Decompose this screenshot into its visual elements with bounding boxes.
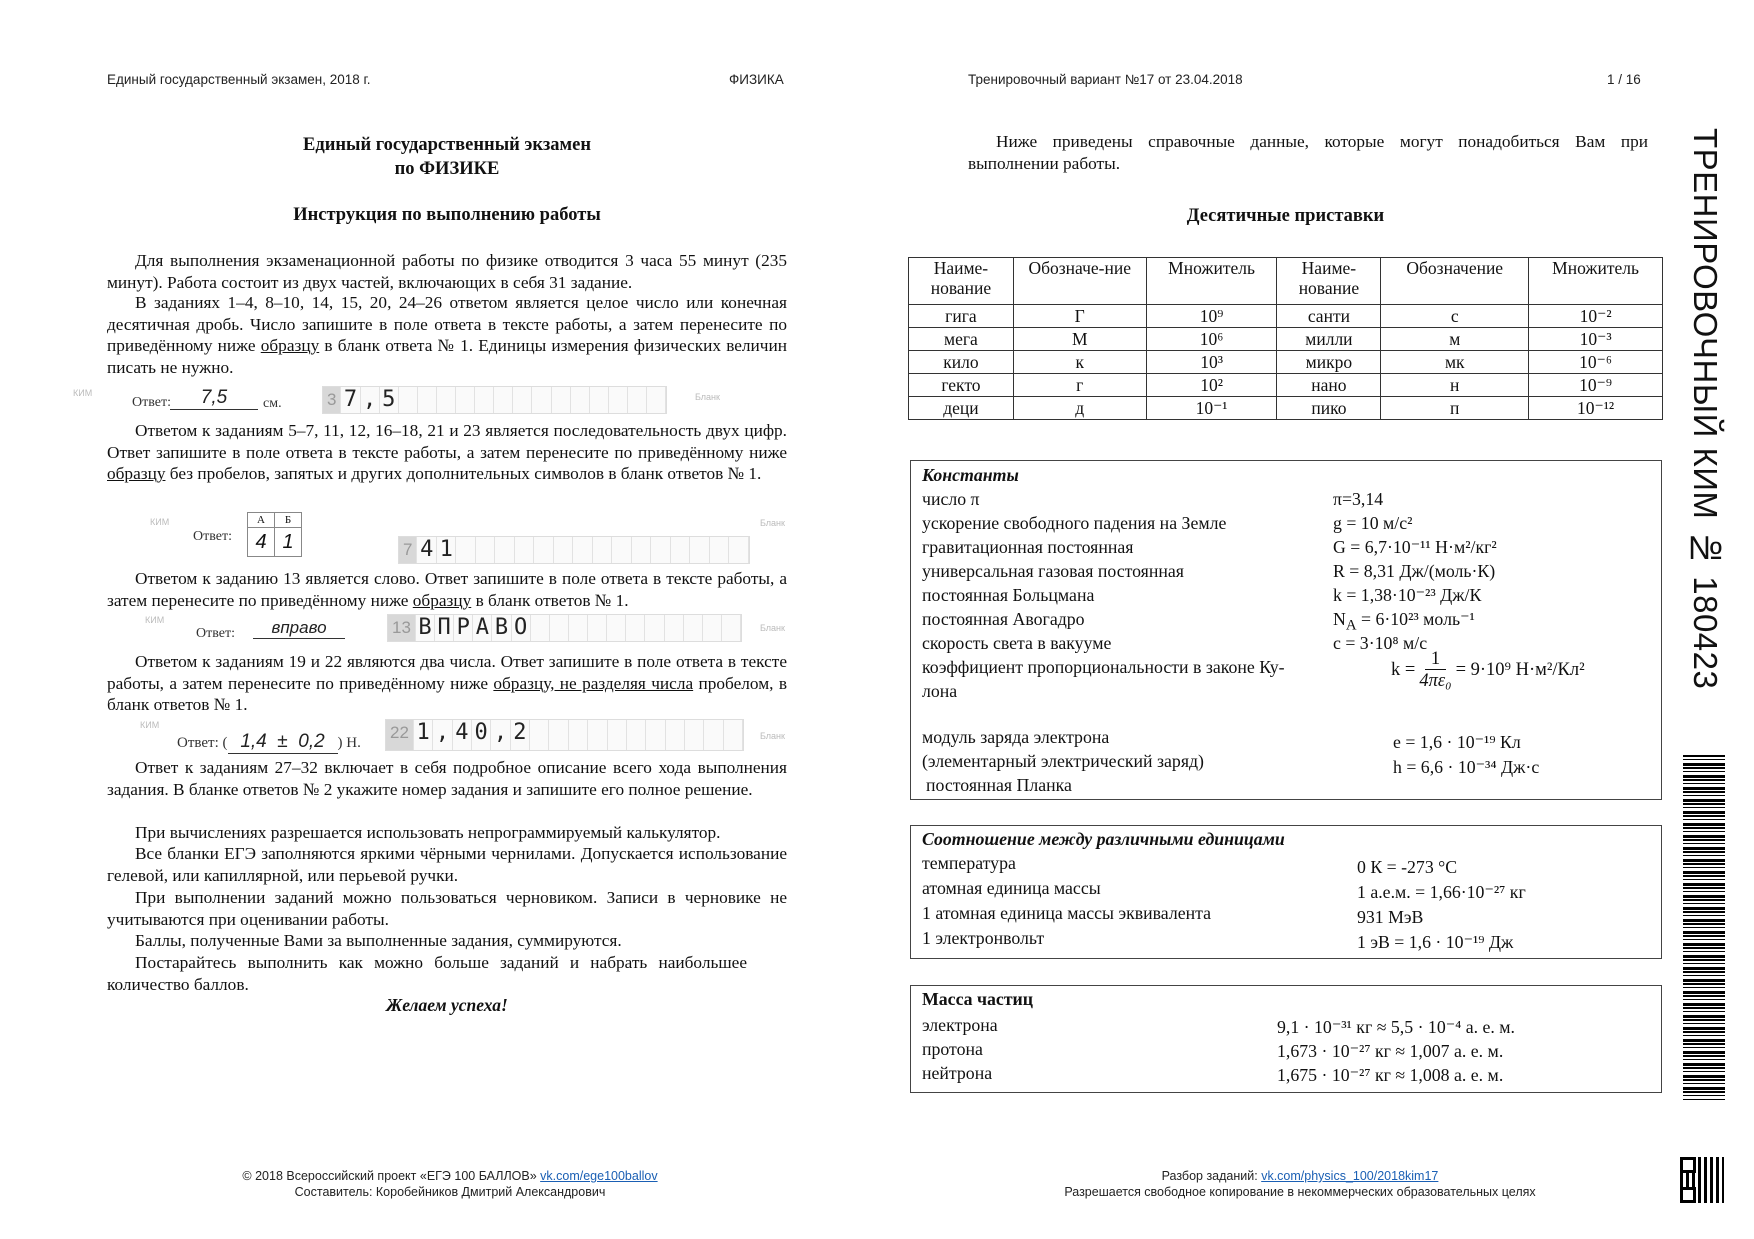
page-title	[107, 133, 787, 181]
answer-cell	[646, 720, 665, 750]
prefix-cell: пико	[1277, 397, 1381, 420]
answer-cell	[476, 537, 496, 563]
prefix-cell: мк	[1381, 351, 1529, 374]
val-b: 1	[275, 528, 302, 557]
author: Составитель: Коробейников Дмитрий Александрович	[294, 1185, 606, 1199]
answer-cell: О	[512, 615, 531, 641]
answer-cell: 0	[472, 720, 491, 750]
license: Разрешается свободное копирование в некоммерческих образовательных целях	[1064, 1185, 1536, 1199]
paragraph-9: При выполнении заданий можно пользоваться черновиком. Записи в черновике не учитываются при оценивании работы.	[107, 888, 787, 929]
answer-label: Ответ:	[196, 626, 235, 641]
prefix-cell: М	[1013, 328, 1146, 351]
task-number: 22	[386, 720, 414, 750]
answer-label: Ответ:	[177, 735, 219, 751]
col-a: А	[248, 513, 275, 528]
unit-value: 931 МэВ	[1357, 907, 1424, 927]
prefix-cell: милли	[1277, 328, 1381, 351]
constant-value: π=3,14	[1333, 489, 1384, 509]
prefix-cell: кило	[909, 351, 1014, 374]
prefix-table	[908, 257, 1663, 420]
paragraph-1: Для выполнения экзаменационной работы по физике отводится 3 часа 55 минут (235 минут). Работа состоит из двух частей, включающих в себя 31 задание.	[107, 251, 787, 292]
good-luck: Желаем успеха!	[386, 995, 508, 1015]
prefix-cell: д	[1013, 397, 1146, 420]
answer-cell: В	[492, 615, 511, 641]
text: Ответом к заданиям 5–7, 11, 12, 16–18, 21 и 23 является последовательность двух цифр. Ответ запишите в поле ответа в тексте работы, а затем перенесите по приведённому ниже	[107, 421, 787, 462]
answer-grid	[322, 386, 667, 414]
vk-link[interactable]: vk.com/ege100ballov	[540, 1169, 658, 1183]
answer-cell: ,	[361, 387, 380, 413]
answer-grid	[387, 614, 742, 642]
prefix-cell: к	[1013, 351, 1146, 374]
paragraph-7: При вычислениях разрешается использовать непрограммируемый калькулятор.	[135, 823, 721, 842]
header-exam: Единый государственный экзамен, 2018 г.	[107, 72, 371, 87]
constants-title: Константы	[922, 465, 1019, 485]
answer-cell	[549, 720, 568, 750]
answer-cell: 1	[437, 537, 457, 563]
paragraph-2	[107, 292, 787, 378]
text: Ответом к заданию 13 является слово. Ответ запишите в поле ответа в тексте работы, а затем перенесите по приведённому ниже	[107, 569, 787, 610]
text: в бланк ответа № 1. Единицы измерения физических величин писать не нужно.	[107, 336, 787, 377]
answer-cell: 4	[453, 720, 472, 750]
answer-cell	[729, 537, 749, 563]
answer-cell	[724, 720, 743, 750]
prefix-cell: 10⁻³	[1529, 328, 1663, 351]
instructions-title: Инструкция по выполнению работы	[293, 205, 601, 225]
particle-mass: 1,673 · 10⁻²⁷ кг ≈ 1,007 а. е. м.	[1277, 1041, 1504, 1061]
kim-label: КИМ	[73, 388, 93, 398]
rhs: = 9·10⁹ Н·м²/Кл²	[1455, 659, 1585, 680]
task-number: 3	[323, 387, 341, 413]
unit-value: 1 эВ = 1,6 · 10⁻¹⁹ Дж	[1357, 932, 1514, 952]
title-line-2: по ФИЗИКЕ	[394, 159, 500, 179]
footer-right	[1000, 1168, 1600, 1200]
units-title: Соотношение между различными единицами	[922, 829, 1285, 849]
answer-cell	[632, 537, 652, 563]
unit-name: атомная единица массы	[922, 878, 1101, 898]
answer-field: вправо	[253, 618, 345, 639]
page-number: 1 / 16	[1607, 72, 1641, 87]
answer-cell	[685, 720, 704, 750]
constant-name: скорость света в вакууме	[922, 633, 1112, 653]
symbol: N	[1333, 609, 1346, 629]
paragraph-4	[107, 568, 787, 611]
answer-cell	[571, 387, 590, 413]
prefix-cell: Г	[1013, 305, 1146, 328]
answer-cell	[550, 615, 569, 641]
answer-cell	[666, 720, 685, 750]
answer-cell	[552, 387, 571, 413]
answer-cell	[671, 537, 691, 563]
footer-left	[150, 1168, 750, 1200]
answer-cell	[612, 537, 632, 563]
fraction	[1419, 649, 1451, 692]
constants-box	[910, 460, 1662, 800]
sample-link: образцу	[107, 464, 166, 484]
constant-name: модуль заряда электрона	[922, 727, 1110, 747]
particle-mass: 1,675 · 10⁻²⁷ кг ≈ 1,008 а. е. м.	[1277, 1065, 1504, 1085]
prefix-cell: гекто	[909, 374, 1014, 397]
header-cell: Обозначе-ние	[1013, 258, 1146, 305]
answer-cell	[626, 615, 645, 641]
prefix-row	[909, 305, 1663, 328]
answer-cell: 1	[414, 720, 433, 750]
constant-name: постоянная Авогадро	[922, 609, 1085, 629]
constant-name: гравитационная постоянная	[922, 537, 1134, 557]
prefix-cell: мега	[909, 328, 1014, 351]
subscript: A	[1345, 617, 1357, 634]
answer-cell	[593, 537, 613, 563]
particle-name: электрона	[922, 1015, 998, 1035]
prefix-cell: г	[1013, 374, 1146, 397]
answer-label: Ответ:	[193, 529, 232, 544]
answer-cell	[588, 720, 607, 750]
header-cell: Наиме-нование	[1277, 258, 1381, 305]
constant-name: универсальная газовая постоянная	[922, 561, 1184, 581]
header-cell: Наиме-нование	[909, 258, 1014, 305]
unit-value: 0 К = -273 °С	[1357, 857, 1458, 877]
text: без пробелов, запятых и других дополнительных символов в бланк ответов № 1.	[165, 464, 762, 484]
kim-label: КИМ	[150, 517, 170, 527]
prefix-cell: 10⁻⁶	[1529, 351, 1663, 374]
reference-intro: Ниже приведены справочные данные, которые могут понадобиться Вам при выполнении работы.	[968, 132, 1648, 173]
answer-cell	[588, 615, 607, 641]
answer-cell	[690, 537, 710, 563]
constant-name: ускорение свободного падения на Земле	[922, 513, 1227, 533]
blank-label: Бланк	[760, 518, 785, 528]
answer-cell	[437, 387, 456, 413]
analysis-label: Разбор заданий:	[1161, 1169, 1262, 1183]
answer-grid	[385, 719, 744, 751]
text: пробелом, в бланк ответов № 1.	[107, 673, 787, 715]
answer-cell	[554, 537, 574, 563]
unit-label: см.	[263, 396, 282, 411]
answer-cell: 4	[417, 537, 437, 563]
answer-cell: ,	[433, 720, 452, 750]
answer-cell	[532, 387, 551, 413]
unit-name: 1 атомная единица массы эквивалента	[922, 903, 1211, 923]
answer-cell	[531, 615, 550, 641]
paragraph-10: Баллы, полученные Вами за выполненные задания, суммируются.	[135, 931, 622, 950]
prefix-cell: гига	[909, 305, 1014, 328]
close-paren: )	[337, 735, 343, 751]
prefix-cell: 10⁻⁹	[1529, 374, 1663, 397]
answer-cell	[722, 615, 741, 641]
paragraph-5	[107, 651, 787, 716]
sample-link: образцу	[412, 590, 472, 610]
title-line-1: Единый государственный экзамен	[303, 135, 591, 155]
lhs: k =	[1391, 659, 1416, 680]
constant-value: e = 1,6 · 10⁻¹⁹ Кл	[1393, 732, 1521, 752]
particle-mass: 9,1 · 10⁻³¹ кг ≈ 5,5 · 10⁻⁴ а. е. м.	[1277, 1017, 1516, 1037]
answer-cell	[627, 720, 646, 750]
text: Ответом к заданиям 19 и 22 являются два числа. Ответ запишите в поле ответа в тексте работы, а затем перенесите по приведённому ниже	[107, 652, 787, 693]
answer-cell	[703, 615, 722, 641]
answer-cell	[647, 387, 666, 413]
answer-cell: 5	[380, 387, 399, 413]
prefix-cell: 10⁻²	[1529, 305, 1663, 328]
header-cell: Множитель	[1146, 258, 1277, 305]
blank-label: Бланк	[760, 731, 785, 741]
answer-cell	[608, 720, 627, 750]
paragraph-11: Постарайтесь выполнить как можно больше заданий и набрать наибольшее количество баллов.	[107, 953, 747, 994]
unit-name: 1 электронвольт	[922, 928, 1045, 948]
answer-label: Ответ:	[132, 395, 171, 410]
answer-cell	[710, 537, 730, 563]
answer-cell: 7	[341, 387, 360, 413]
constant-value: k = 1,38·10⁻²³ Дж/К	[1333, 585, 1482, 605]
prefix-cell: микро	[1277, 351, 1381, 374]
kim-label: КИМ	[140, 720, 160, 730]
answer-cell	[607, 615, 626, 641]
answer-cell: 2	[511, 720, 530, 750]
text: В заданиях 1–4, 8–10, 14, 15, 20, 24–26 ответом является целое число или конечная десятичная дробь. Число запишите в поле ответа в тексте работы, а затем перенесите по приведённому ниже	[107, 293, 787, 356]
col-b: Б	[275, 513, 302, 528]
sample-link: образцу	[260, 336, 320, 356]
answer-cell	[494, 387, 513, 413]
prefix-cell: 10⁻¹²	[1529, 397, 1663, 420]
header-cell: Множитель	[1529, 258, 1663, 305]
prefix-row	[909, 351, 1663, 374]
prefix-cell: п	[1381, 397, 1529, 420]
val-a: 4	[248, 528, 275, 557]
prefix-cell: нано	[1277, 374, 1381, 397]
answer-cell: А	[473, 615, 492, 641]
answer-ab-table	[247, 512, 302, 557]
header-variant: Тренировочный вариант №17 от 23.04.2018	[968, 72, 1243, 87]
barcode-image	[1683, 755, 1725, 1100]
particle-name: нейтрона	[922, 1063, 993, 1083]
answer-cell: ,	[491, 720, 510, 750]
copyright: © 2018 Всероссийский проект «ЕГЭ 100 БАЛЛОВ»	[242, 1169, 541, 1183]
open-paren: (	[222, 735, 228, 751]
kim-label: КИМ	[145, 615, 165, 625]
prefix-cell: с	[1381, 305, 1529, 328]
answer-cell	[418, 387, 437, 413]
blank-label: Бланк	[760, 623, 785, 633]
value: = 6·10²³ моль⁻¹	[1356, 609, 1475, 629]
prefix-row	[909, 397, 1663, 420]
prefix-title: Десятичные приставки	[1186, 206, 1385, 226]
answer-cell	[704, 720, 723, 750]
paragraph-3	[107, 420, 787, 485]
constant-value: c = 3·10⁸ м/с	[1333, 633, 1428, 653]
constant-name: коэффициент пропорциональности в законе Ку-	[922, 657, 1285, 677]
prefix-cell: 10⁶	[1146, 328, 1277, 351]
answer-cell	[573, 537, 593, 563]
particle-name: протона	[922, 1039, 983, 1059]
analysis-link[interactable]: vk.com/physics_100/2018kim17	[1261, 1169, 1439, 1183]
text: в бланк ответов № 1.	[471, 590, 629, 610]
prefix-cell: деци	[909, 397, 1014, 420]
header-cell: Обозначение	[1381, 258, 1529, 305]
variant-vertical-label: ТРЕНИРОВОЧНЫЙ КИМ № 180423	[1687, 128, 1724, 690]
constant-name: лона	[922, 681, 958, 701]
constant-value: g = 10 м/с²	[1333, 513, 1413, 533]
answer-cell	[651, 537, 671, 563]
prefix-cell: м	[1381, 328, 1529, 351]
constant-value: h = 6,6 · 10⁻³⁴ Дж·с	[1393, 757, 1540, 777]
answer-cell	[684, 615, 703, 641]
task-number: 7	[399, 537, 417, 563]
qr-code-image	[1680, 1157, 1724, 1203]
prefix-cell: 10³	[1146, 351, 1277, 374]
answer-field: 1,4 ± 0,2	[228, 731, 338, 754]
paragraph-8: Все бланки ЕГЭ заполняются яркими чёрными чернилами. Допускается использование гелевой, или капиллярной, или перьевой ручки.	[107, 844, 787, 885]
prefix-row	[909, 328, 1663, 351]
prefix-cell: 10⁻¹	[1146, 397, 1277, 420]
answer-field: 7,5	[170, 387, 258, 410]
answer-cell	[569, 615, 588, 641]
numerator: 1	[1425, 649, 1446, 670]
constant-name: число π	[922, 489, 980, 509]
constant-value: R = 8,31 Дж/(моль·К)	[1333, 561, 1496, 581]
answer-cell: Р	[454, 615, 473, 641]
prefix-header-row	[909, 258, 1663, 305]
answer-grid	[398, 536, 750, 564]
answer-cell	[609, 387, 628, 413]
masses-title: Масса частиц	[922, 989, 1034, 1009]
unit-name: температура	[922, 853, 1016, 873]
constant-name: постоянная Планка	[926, 775, 1072, 795]
units-box	[910, 825, 1662, 959]
answer-cell	[628, 387, 647, 413]
answer-cell	[665, 615, 684, 641]
coulomb-formula	[1391, 649, 1585, 692]
masses-box	[910, 985, 1662, 1093]
prefix-cell: н	[1381, 374, 1529, 397]
answer-cell: П	[435, 615, 454, 641]
answer-line	[177, 731, 361, 754]
answer-cell	[513, 387, 532, 413]
answer-cell	[456, 537, 476, 563]
prefix-cell: санти	[1277, 305, 1381, 328]
header-subject: ФИЗИКА	[729, 72, 784, 87]
task-number: 13	[388, 615, 416, 641]
answer-cell	[456, 387, 475, 413]
answer-cell	[645, 615, 664, 641]
sample-link: образцу, не разделяя числа	[493, 673, 694, 693]
prefix-cell: 10²	[1146, 374, 1277, 397]
constant-name: постоянная Больцмана	[922, 585, 1095, 605]
answer-cell	[534, 537, 554, 563]
denominator: 4πε₀	[1419, 671, 1452, 691]
answer-cell: В	[416, 615, 435, 641]
prefix-row	[909, 374, 1663, 397]
answer-cell	[590, 387, 609, 413]
unit-value: 1 а.е.м. = 1,66·10⁻²⁷ кг	[1357, 882, 1526, 902]
answer-cell	[475, 387, 494, 413]
prefix-cell: 10⁹	[1146, 305, 1277, 328]
unit-label: Н.	[346, 735, 361, 751]
answer-cell	[530, 720, 549, 750]
answer-cell	[495, 537, 515, 563]
blank-label: Бланк	[695, 392, 720, 402]
paragraph-6: Ответ к заданиям 27–32 включает в себя подробное описание всего хода выполнения задания. В бланке ответов № 2 укажите номер задания и запишите его полное решение.	[107, 758, 787, 799]
answer-cell	[399, 387, 418, 413]
constant-name: (элементарный электрический заряд)	[922, 751, 1204, 771]
answer-cell	[515, 537, 535, 563]
constant-value: G = 6,7·10⁻¹¹ Н·м²/кг²	[1333, 537, 1497, 557]
answer-cell	[569, 720, 588, 750]
